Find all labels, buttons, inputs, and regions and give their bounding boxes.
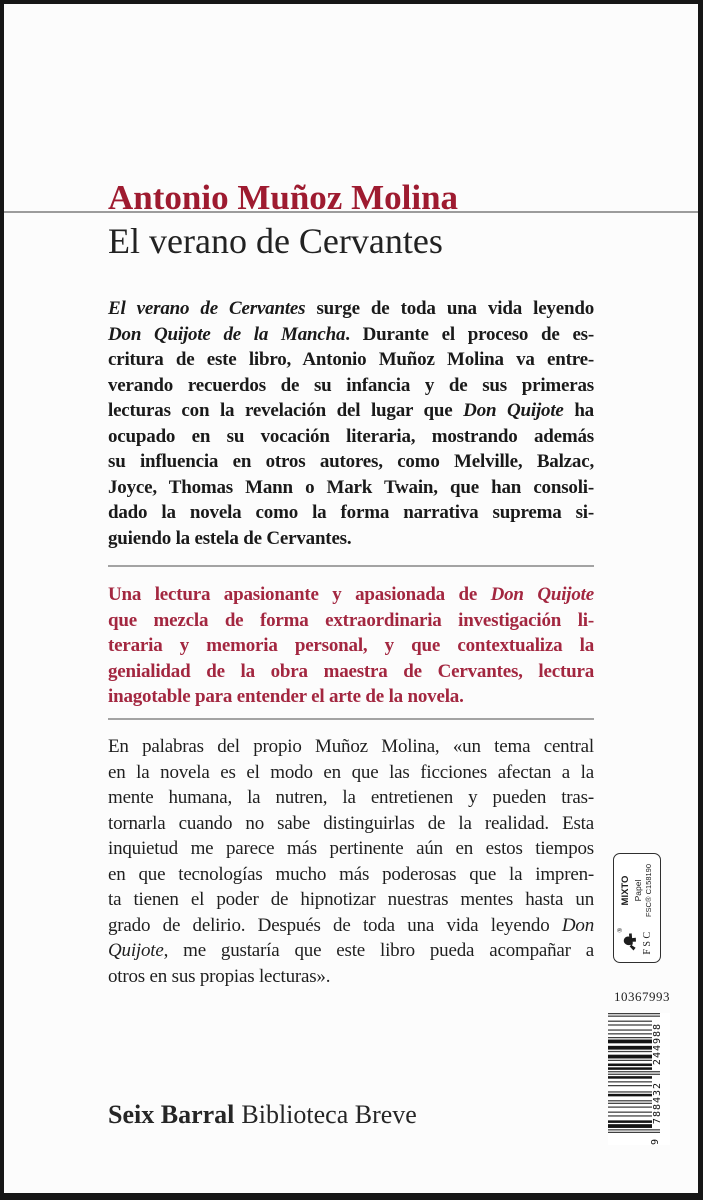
fsc-license-code: FSC® C158190 [643, 863, 653, 918]
isbn-barcode [608, 1013, 670, 1145]
text-line: mente humana, la nutren, la entretienen y pueden tras- [108, 787, 594, 808]
text-line: ocupado en su vocación literaria, mostrando además [108, 425, 594, 447]
divider-rule-bottom [108, 718, 594, 720]
text-line: tornarla cuando no sabe distinguirlas de la realidad. Esta [108, 812, 594, 834]
text-line: en la novela es el modo en que las ficciones afectan a la [108, 761, 594, 783]
book-title: El verano de Cervantes [108, 221, 443, 261]
text-line: guiendo la estela de Cervantes. [108, 527, 352, 549]
text-line: ta tienen el poder de hipnotizar nuestras mentes hasta un [108, 889, 594, 910]
publisher-logo [108, 1101, 417, 1129]
divider-rule-top [108, 565, 594, 567]
text-line: su influencia en otros autores, como Melville, Balzac, [108, 451, 594, 472]
fsc-tree-check-icon [621, 932, 638, 952]
text-line: dado la novela como la forma narrativa suprema si- [108, 502, 594, 523]
fsc-paper-label: Papel [632, 879, 643, 902]
barcode-left-digits: 788432 [652, 1081, 663, 1125]
text-line: otros en sus propias lecturas». [108, 965, 331, 987]
barcode-prefix-digit: 9 [650, 1138, 661, 1145]
author-quote-paragraph [108, 734, 594, 989]
text-line: inquietud me parece más pertinente aún en estos tiempos [108, 838, 594, 859]
text-line: verando recuerdos de su infancia y de sus primeras [108, 374, 594, 396]
text-line: genialidad de la obra maestra de Cervantes, lectura [108, 660, 594, 682]
fsc-certification-label [613, 853, 661, 963]
barcode-right-digits: 244988 [652, 1022, 663, 1066]
text-line: En palabras del propio Muñoz Molina, «un tema central [108, 736, 594, 757]
fsc-label-text [620, 859, 653, 922]
text-line: que mezcla de forma extraordinaria investigación li- [108, 609, 594, 631]
text-line: lecturas con la revelación del lugar que Don Quijote ha [108, 400, 594, 421]
text-line: critura de este libro, Antonio Muñoz Molina va entre- [108, 349, 594, 370]
fsc-logo [618, 927, 653, 957]
product-code: 10367993 [614, 989, 670, 1004]
registered-trademark-icon: ® [618, 928, 624, 933]
fsc-mix-label: MIXTO [620, 875, 632, 906]
publisher-collection: Biblioteca Breve [241, 1100, 417, 1129]
text-line: El verano de Cervantes surge de toda una vida leyendo [108, 298, 595, 319]
text-line: en que tecnologías mucho más poderosas que la impren- [108, 863, 594, 885]
publisher-name: Seix Barral [108, 1100, 235, 1129]
text-line: Quijote, me gustaría que este libro pueda acompañar a [108, 940, 594, 961]
author-name: Antonio Muñoz Molina [108, 178, 459, 217]
fsc-wordmark: FSC [642, 929, 653, 955]
synopsis-paragraph [108, 296, 594, 551]
red-blurb-paragraph [108, 582, 594, 710]
text-line: inagotable para entender el arte de la novela. [108, 686, 464, 707]
text-line: Una lectura apasionante y apasionada de Don Quijote [108, 584, 594, 605]
text-line: grado de delirio. Después de toda una vida leyendo Don [108, 914, 594, 936]
text-line: teraria y memoria personal, y que contextualiza la [108, 635, 594, 656]
cover-page [4, 4, 698, 1193]
text-line: Don Quijote de la Mancha. Durante el proceso de es- [108, 323, 594, 345]
text-line: Joyce, Thomas Mann o Mark Twain, que han consoli- [108, 476, 594, 498]
